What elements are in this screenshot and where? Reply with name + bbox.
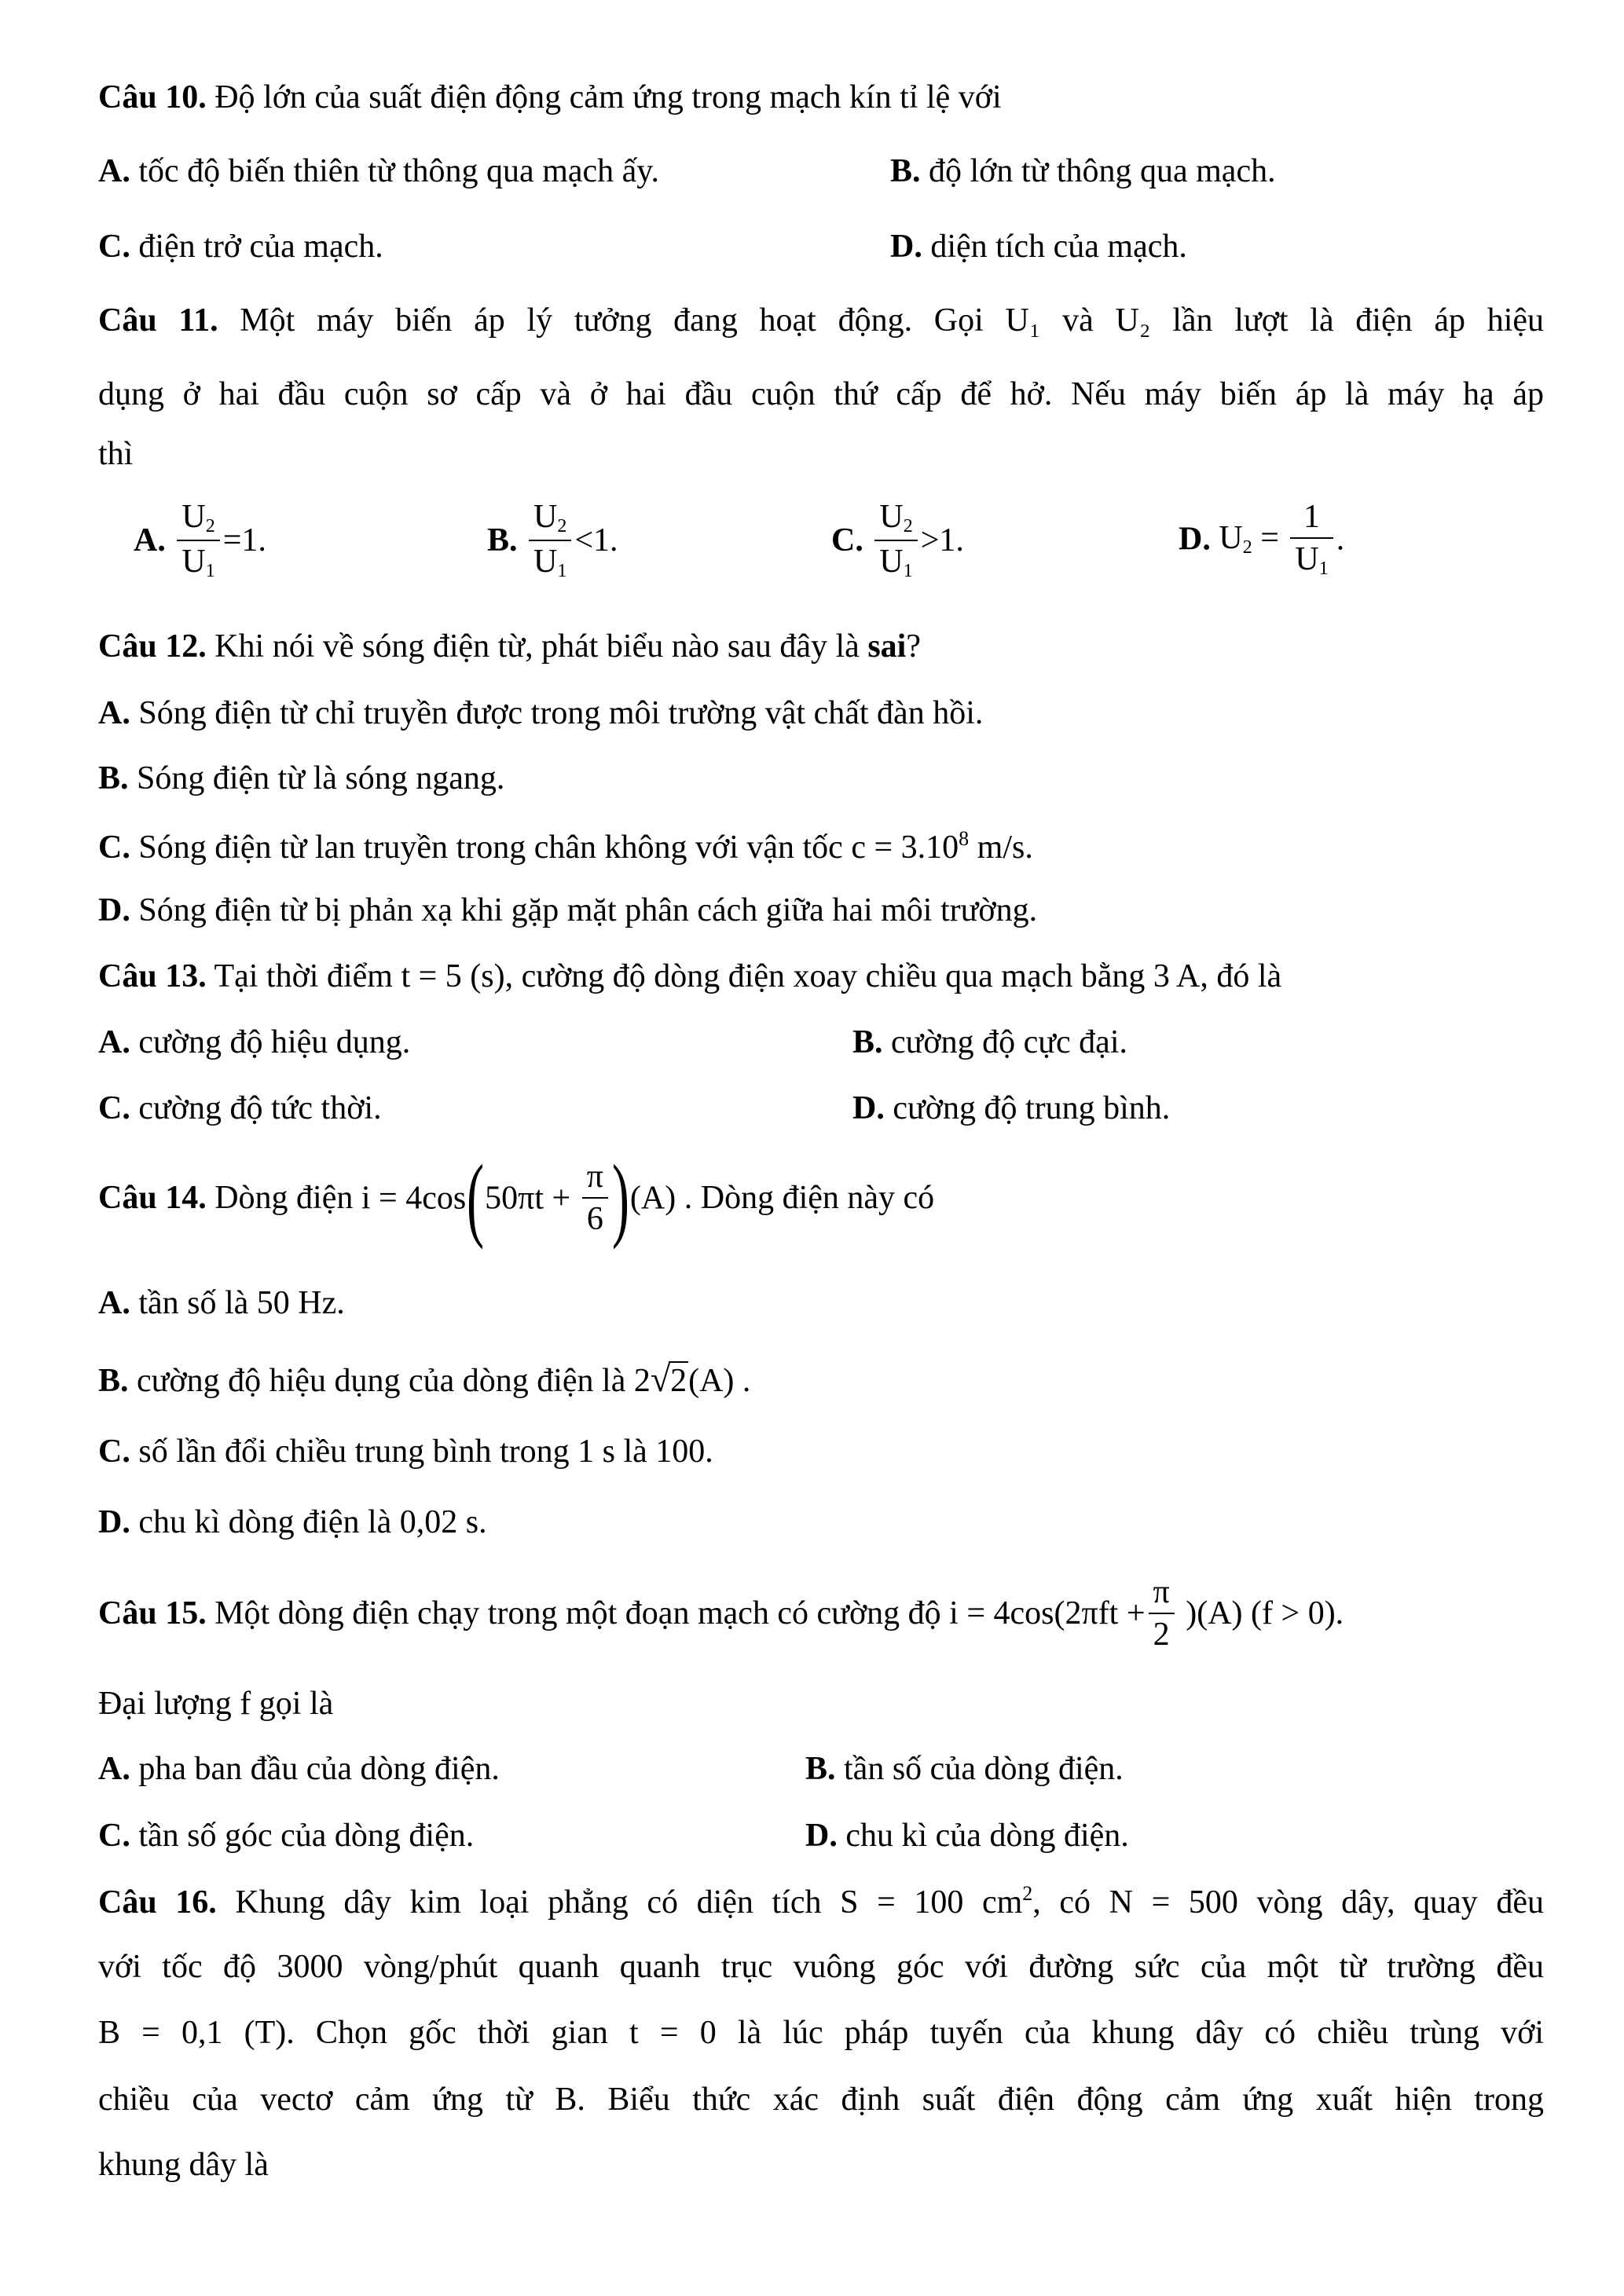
option-label: B. <box>98 1363 129 1399</box>
question-text: với tốc độ 3000 vòng/phút quanh quanh trục vuông góc với đường sức của một từ trường đều <box>98 1949 1544 1985</box>
fraction-pi-over-6: $\frac{\pi}{6}$ <box>582 1159 608 1236</box>
option-text: số lần đổi chiều trung bình trong 1 s là 100. <box>130 1434 713 1470</box>
question-text: )(A) (f > 0). <box>1177 1595 1344 1632</box>
question-15-stem-line2 <box>98 1687 333 1720</box>
question-15-stem <box>98 1575 1344 1652</box>
option-label: D. <box>805 1818 838 1854</box>
question-13-stem <box>98 960 1281 993</box>
question-16-stem-line5 <box>98 2148 269 2181</box>
q15-option-b <box>805 1752 1124 1785</box>
question-label: Câu 15. <box>98 1595 207 1632</box>
option-text: tần số là 50 Hz. <box>130 1285 345 1321</box>
question-text: . Dòng điện này có <box>676 1180 935 1216</box>
option-text: Sóng điện từ lan truyền trong chân không với vận tốc c = 3.10 <box>130 829 959 866</box>
option-text: cường độ hiệu dụng. <box>130 1024 411 1060</box>
option-text: <1. <box>574 522 618 559</box>
option-text: m/s. <box>969 829 1033 866</box>
option-label: C. <box>98 1090 130 1126</box>
question-label: Câu 11. <box>98 302 218 339</box>
question-text: B = 0,1 (T). Chọn gốc thời gian t = 0 là lúc pháp tuyến của khung dây có chiều trùng với <box>98 2015 1544 2051</box>
option-label: A. <box>98 153 130 189</box>
option-text: . <box>1336 521 1345 558</box>
question-16-stem-line4 <box>98 2083 1544 2116</box>
option-text: $U_2$ = <box>1219 520 1279 558</box>
exponent: 2 <box>1022 1882 1033 1905</box>
option-label: A. <box>98 1024 130 1060</box>
question-11-stem-line1 <box>98 304 1544 337</box>
option-label: D. <box>98 1504 130 1540</box>
fraction-pi-over-2: $\frac{\pi}{2}$ <box>1149 1575 1175 1652</box>
question-label: Câu 16. <box>98 1884 217 1921</box>
question-text: Tại thời điểm t = 5 (s), cường độ dòng điện xoay chiều qua mạch bằng 3 A, đó là <box>206 958 1282 994</box>
option-text: cường độ trung bình. <box>884 1090 1171 1126</box>
emphasis-text: sai <box>867 628 907 665</box>
q11-option-d <box>1179 500 1344 579</box>
option-text: tần số góc của dòng điện. <box>130 1818 475 1854</box>
question-text: Một máy biến áp lý tưởng đang hoạt động. Gọi U₁ và U₂ lần lượt là điện áp hiệu <box>218 302 1544 339</box>
option-label: C. <box>98 1818 130 1854</box>
question-16-stem-line3 <box>98 2016 1544 2049</box>
current-formula: i = 4cos(50πt + $\frac{\pi}{6}$ )(A) <box>361 1145 676 1250</box>
option-text: tần số của dòng điện. <box>835 1751 1124 1787</box>
question-label: Câu 14. <box>98 1180 207 1216</box>
q14-option-d <box>98 1506 487 1539</box>
option-text: cường độ tức thời. <box>130 1090 382 1126</box>
q12-option-b <box>98 762 504 795</box>
option-text: Sóng điện từ chỉ truyền được trong môi trường vật chất đàn hồi. <box>130 695 984 731</box>
question-11-stem-line2 <box>98 378 1544 411</box>
q10-option-a <box>98 155 659 188</box>
option-label: B. <box>852 1024 883 1060</box>
option-label: D. <box>98 892 130 928</box>
q14-option-a <box>98 1287 345 1320</box>
q10-option-c <box>98 230 383 263</box>
option-label: C. <box>98 229 130 265</box>
question-label: Câu 13. <box>98 958 207 994</box>
question-text: dụng ở hai đầu cuộn sơ cấp và ở hai đầu cuộn thứ cấp để hở. Nếu máy biến áp là máy hạ áp <box>98 376 1544 412</box>
option-label: C. <box>98 1434 130 1470</box>
q11-option-a <box>134 500 266 581</box>
q13-option-a <box>98 1026 410 1059</box>
option-label: B. <box>805 1751 836 1787</box>
question-text: Khi nói về sóng điện từ, phát biểu nào sau đây là <box>206 628 868 665</box>
option-label: A. <box>98 1751 130 1787</box>
option-label: C. <box>831 522 863 559</box>
question-text: Độ lớn của suất điện động cảm ứng trong mạch kín tỉ lệ với <box>206 79 1002 115</box>
fraction-u2-over-u1: $\frac{U_2}{U_1}$ <box>529 500 571 581</box>
question-text: ? <box>906 628 921 665</box>
fraction-u2-over-u1: $\frac{U_2}{U_1}$ <box>874 500 917 581</box>
q13-option-b <box>852 1026 1127 1059</box>
question-11-stem-line3 <box>98 438 133 471</box>
question-10-stem <box>98 81 1002 114</box>
option-label: A. <box>98 695 130 731</box>
option-text: chu kì dòng điện là 0,02 s. <box>130 1504 487 1540</box>
option-label: D. <box>890 229 922 265</box>
question-16-stem-line1 <box>98 1884 1544 1919</box>
option-label: D. <box>852 1090 885 1126</box>
option-label: B. <box>890 153 921 189</box>
question-label: Câu 10. <box>98 79 207 115</box>
option-text: Sóng điện từ là sóng ngang. <box>128 760 505 796</box>
option-text: cường độ cực đại. <box>882 1024 1127 1060</box>
option-text: chu kì của dòng điện. <box>837 1818 1129 1854</box>
question-text: Khung dây kim loại phẳng có diện tích S = 100 cm <box>216 1884 1023 1921</box>
question-12-stem <box>98 630 921 663</box>
option-text: tốc độ biến thiên từ thông qua mạch ấy. <box>130 153 660 189</box>
sqrt-radicand: 2 <box>670 1363 687 1399</box>
q13-option-d <box>852 1092 1170 1125</box>
q12-option-a <box>98 697 983 730</box>
option-label: A. <box>98 1285 130 1321</box>
option-text: pha ban đầu của dòng điện. <box>130 1751 500 1787</box>
q13-option-c <box>98 1092 382 1125</box>
option-text: (A) . <box>688 1363 751 1399</box>
question-text: Một dòng điện chạy trong một đoạn mạch có cường độ i = 4cos(2πft + <box>206 1595 1146 1632</box>
q14-option-c <box>98 1435 713 1468</box>
option-text: cường độ hiệu dụng của dòng điện là 2 <box>128 1363 651 1399</box>
q14-option-b <box>98 1361 750 1399</box>
sqrt-symbol: √ <box>650 1359 671 1399</box>
fraction-1-over-u1: $\frac{1}{U_1}$ <box>1290 500 1333 579</box>
q11-option-c <box>831 500 964 581</box>
option-label: B. <box>98 760 129 796</box>
q10-option-d <box>890 230 1187 263</box>
question-text: Đại lượng f gọi là <box>98 1686 334 1722</box>
exponent: 8 <box>959 827 970 850</box>
question-text: thì <box>98 436 134 472</box>
option-text: =1. <box>222 522 266 559</box>
q12-option-c <box>98 829 1033 864</box>
q15-option-a <box>98 1752 500 1785</box>
question-label: Câu 12. <box>98 628 207 665</box>
q15-option-c <box>98 1819 474 1852</box>
option-text: độ lớn từ thông qua mạch. <box>920 153 1276 189</box>
question-text: , có N = 500 vòng dây, quay đều <box>1032 1884 1544 1921</box>
option-text: điện trở của mạch. <box>130 229 383 265</box>
q12-option-d <box>98 894 1037 927</box>
q10-option-b <box>890 155 1276 188</box>
option-label: C. <box>98 829 130 866</box>
option-label: D. <box>1179 521 1211 558</box>
question-text: Dòng điện <box>206 1180 361 1216</box>
option-label: B. <box>487 522 518 559</box>
q15-option-d <box>805 1819 1129 1852</box>
q11-option-b <box>487 500 618 581</box>
option-text: Sóng điện từ bị phản xạ khi gặp mặt phân cách giữa hai môi trường. <box>130 892 1038 928</box>
option-text: diện tích của mạch. <box>922 229 1187 265</box>
option-label: A. <box>134 522 166 559</box>
question-14-stem <box>98 1145 935 1250</box>
question-text: chiều của vectơ cảm ứng từ B. Biểu thức xác định suất điện động cảm ứng xuất hiện trong <box>98 2082 1544 2118</box>
option-text: >1. <box>920 522 964 559</box>
fraction-u2-over-u1: $\frac{U_2}{U_1}$ <box>177 500 219 581</box>
question-text: khung dây là <box>98 2147 269 2183</box>
question-16-stem-line2 <box>98 1950 1544 1983</box>
